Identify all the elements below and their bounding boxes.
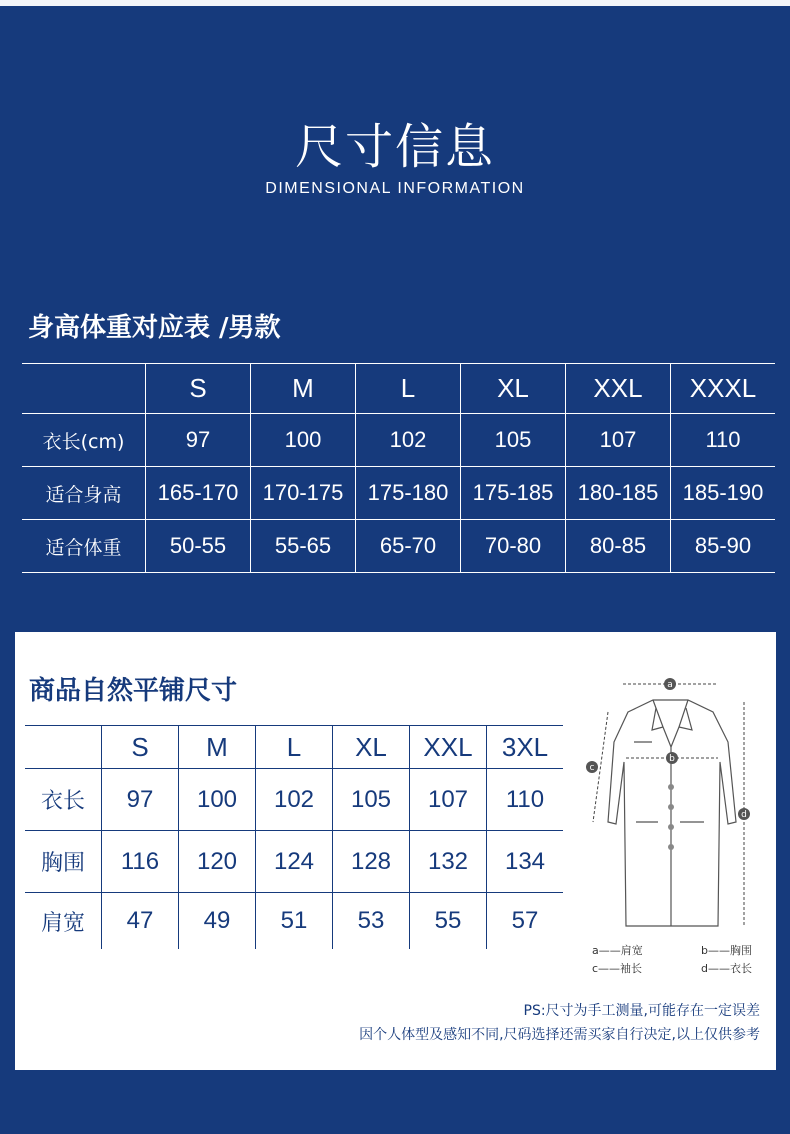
- button-dot: [668, 844, 674, 850]
- table-row: [22, 467, 775, 520]
- size-header: S: [102, 726, 179, 769]
- height-weight-table: [22, 363, 775, 573]
- table-cell: 105: [333, 769, 410, 831]
- table-cell: 57: [487, 893, 564, 950]
- size-header: XXXL: [671, 364, 776, 414]
- table-row: [25, 831, 563, 893]
- table-row: [25, 893, 563, 950]
- table-cell: 175-185: [461, 467, 566, 520]
- size-header: XL: [461, 364, 566, 414]
- table-cell: 102: [356, 414, 461, 467]
- size-header: XXL: [410, 726, 487, 769]
- flat-size-panel: [15, 632, 776, 1070]
- table-cell: 132: [410, 831, 487, 893]
- table-cell: 80-85: [566, 520, 671, 573]
- legend-row: [592, 942, 752, 960]
- size-header: L: [256, 726, 333, 769]
- marker-label: c: [589, 763, 595, 773]
- table-row: [22, 520, 775, 573]
- table-cell: 124: [256, 831, 333, 893]
- table-cell: 110: [671, 414, 776, 467]
- table-cell: 70-80: [461, 520, 566, 573]
- size-header: 3XL: [487, 726, 564, 769]
- coat-diagram: [568, 672, 768, 982]
- legend-item: b——胸围: [701, 944, 752, 957]
- measurement-note: PS:尺寸为手工测量,可能存在一定误差: [523, 1003, 760, 1019]
- height-weight-table-title: 身高体重对应表 /男款: [28, 313, 281, 343]
- row-label: 适合身高: [22, 467, 146, 520]
- table-cell: 120: [179, 831, 256, 893]
- table-cell: 51: [256, 893, 333, 950]
- size-header: M: [179, 726, 256, 769]
- table-cell: 185-190: [671, 467, 776, 520]
- table-corner-cell: [25, 726, 102, 769]
- table-cell: 97: [146, 414, 251, 467]
- table-cell: 53: [333, 893, 410, 950]
- marker-label: a: [667, 680, 673, 690]
- size-header: L: [356, 364, 461, 414]
- table-cell: 100: [251, 414, 356, 467]
- table-corner-cell: [22, 364, 146, 414]
- flat-size-table-title: 商品自然平铺尺寸: [29, 676, 238, 706]
- diagram-legend: [592, 942, 752, 978]
- page-subtitle: DIMENSIONAL INFORMATION: [265, 180, 525, 197]
- table-cell: 47: [102, 893, 179, 950]
- legend-item: c——袖长: [592, 962, 643, 975]
- table-cell: 107: [566, 414, 671, 467]
- table-header-row: [22, 364, 775, 414]
- coat-collar: [653, 700, 688, 747]
- button-dot: [668, 804, 674, 810]
- table-cell: 107: [410, 769, 487, 831]
- legend-item: d——衣长: [701, 962, 752, 975]
- table-cell: 116: [102, 831, 179, 893]
- top-divider: [0, 0, 790, 6]
- size-advice-note: 因个人体型及感知不同,尺码选择还需买家自行决定,以上仅供参考: [359, 1027, 760, 1043]
- size-header: XXL: [566, 364, 671, 414]
- table-cell: 97: [102, 769, 179, 831]
- page-title: 尺寸信息: [294, 119, 495, 175]
- table-cell: 175-180: [356, 467, 461, 520]
- table-cell: 110: [487, 769, 564, 831]
- table-cell: 128: [333, 831, 410, 893]
- marker-label: b: [669, 754, 675, 764]
- table-cell: 65-70: [356, 520, 461, 573]
- table-cell: 50-55: [146, 520, 251, 573]
- size-header: M: [251, 364, 356, 414]
- table-cell: 55: [410, 893, 487, 950]
- table-cell: 55-65: [251, 520, 356, 573]
- row-label: 衣长(cm): [22, 414, 146, 467]
- row-label: 胸围: [25, 831, 102, 893]
- button-dot: [668, 784, 674, 790]
- table-row: [25, 769, 563, 831]
- size-header: XL: [333, 726, 410, 769]
- flat-size-table: [25, 725, 563, 949]
- row-label: 肩宽: [25, 893, 102, 950]
- table-cell: 170-175: [251, 467, 356, 520]
- size-header: S: [146, 364, 251, 414]
- coat-lapel-right: [679, 708, 692, 730]
- legend-row: [592, 960, 752, 978]
- table-cell: 85-90: [671, 520, 776, 573]
- table-cell: 100: [179, 769, 256, 831]
- table-cell: 134: [487, 831, 564, 893]
- row-label: 衣长: [25, 769, 102, 831]
- marker-label: d: [741, 810, 747, 820]
- table-cell: 105: [461, 414, 566, 467]
- legend-item: a——肩宽: [592, 944, 643, 957]
- row-label: 适合体重: [22, 520, 146, 573]
- table-cell: 102: [256, 769, 333, 831]
- table-cell: 180-185: [566, 467, 671, 520]
- table-cell: 165-170: [146, 467, 251, 520]
- coat-outline: [608, 700, 736, 926]
- table-cell: 49: [179, 893, 256, 950]
- button-dot: [668, 824, 674, 830]
- table-header-row: [25, 726, 563, 769]
- table-row: [22, 414, 775, 467]
